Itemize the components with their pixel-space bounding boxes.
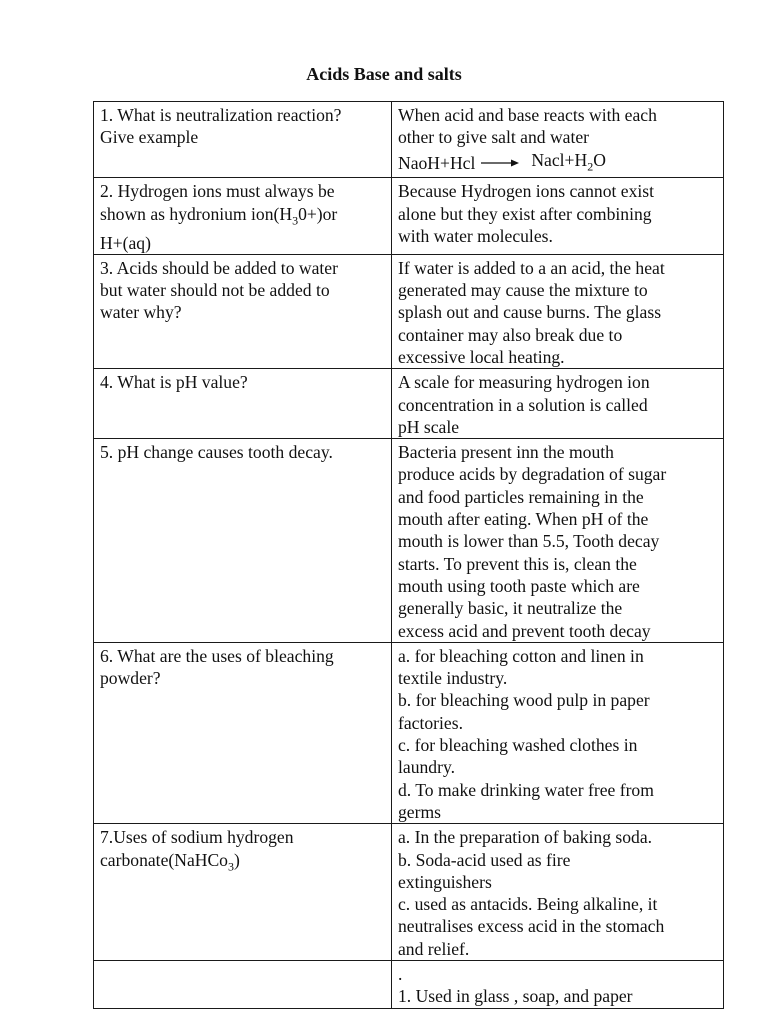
table-row [94,369,724,439]
answer-cell: A scale for measuring hydrogen ion concentration in a solution is called pH scale [392,369,724,439]
reaction-arrow-icon [481,158,519,168]
equation-products: $Nacl+H_2O$ [531,149,606,174]
table-row [94,439,724,643]
equation-reactants: NaoH+Hcl [398,152,476,173]
table-row [94,642,724,823]
chemical-equation [398,149,606,178]
question-cell: 7.Uses of sodium hydrogen carbonate(NaHCo$_3$) [94,824,392,961]
table-row [94,254,724,368]
question-cell: 4. What is pH value? [94,369,392,439]
question-cell: 3. Acids should be added to water but water should not be added to water why? [94,254,392,368]
answer-cell: a. for bleaching cotton and linen in textile industry. b. for bleaching wood pulp in paper factories. c. for bleaching washed clothes in laundry. d. To make drinking water free from germs [392,642,724,823]
table-row [94,178,724,254]
answer-cell: . 1. Used in glass , soap, and paper [392,961,724,1009]
answer-cell: If water is added to a an acid, the heat generated may cause the mixture to splash out and cause burns. The glass container may also break due to excessive local heating. [392,254,724,368]
table-row [94,961,724,1009]
answer-cell: a. In the preparation of baking soda. b. Soda-acid used as fire extinguishers c. used as antacids. Being alkaline, it neutralises excess acid in the stomach and relief. [392,824,724,961]
question-cell: 2. Hydrogen ions must always be shown as hydronium $ion(H_30+)or$ H+(aq) [94,178,392,254]
table-row [94,824,724,961]
answer-cell: Because Hydrogen ions cannot exist alone but they exist after combining with water molecules. [392,178,724,254]
page-title: Acids Base and salts [306,64,462,84]
answer-cell: Bacteria present inn the mouth produce acids by degradation of sugar and food particles remaining in the mouth after eating. When pH of the mouth is lower than 5.5, Tooth decay starts. To prevent this is, clean the mouth using tooth paste which are generally basic, it neutralize the excess acid and prevent tooth decay [392,439,724,643]
question-cell [94,961,392,1009]
table-row [94,102,724,178]
question-cell: 5. pH change causes tooth decay. [94,439,392,643]
answer-text: When acid and base reacts with each other to give salt and water [398,105,657,148]
answer-cell [392,102,724,178]
question-cell: 6. What are the uses of bleaching powder? [94,642,392,823]
qa-table [93,101,724,1009]
question-cell: 1. What is neutralization reaction? Give example [94,102,392,178]
